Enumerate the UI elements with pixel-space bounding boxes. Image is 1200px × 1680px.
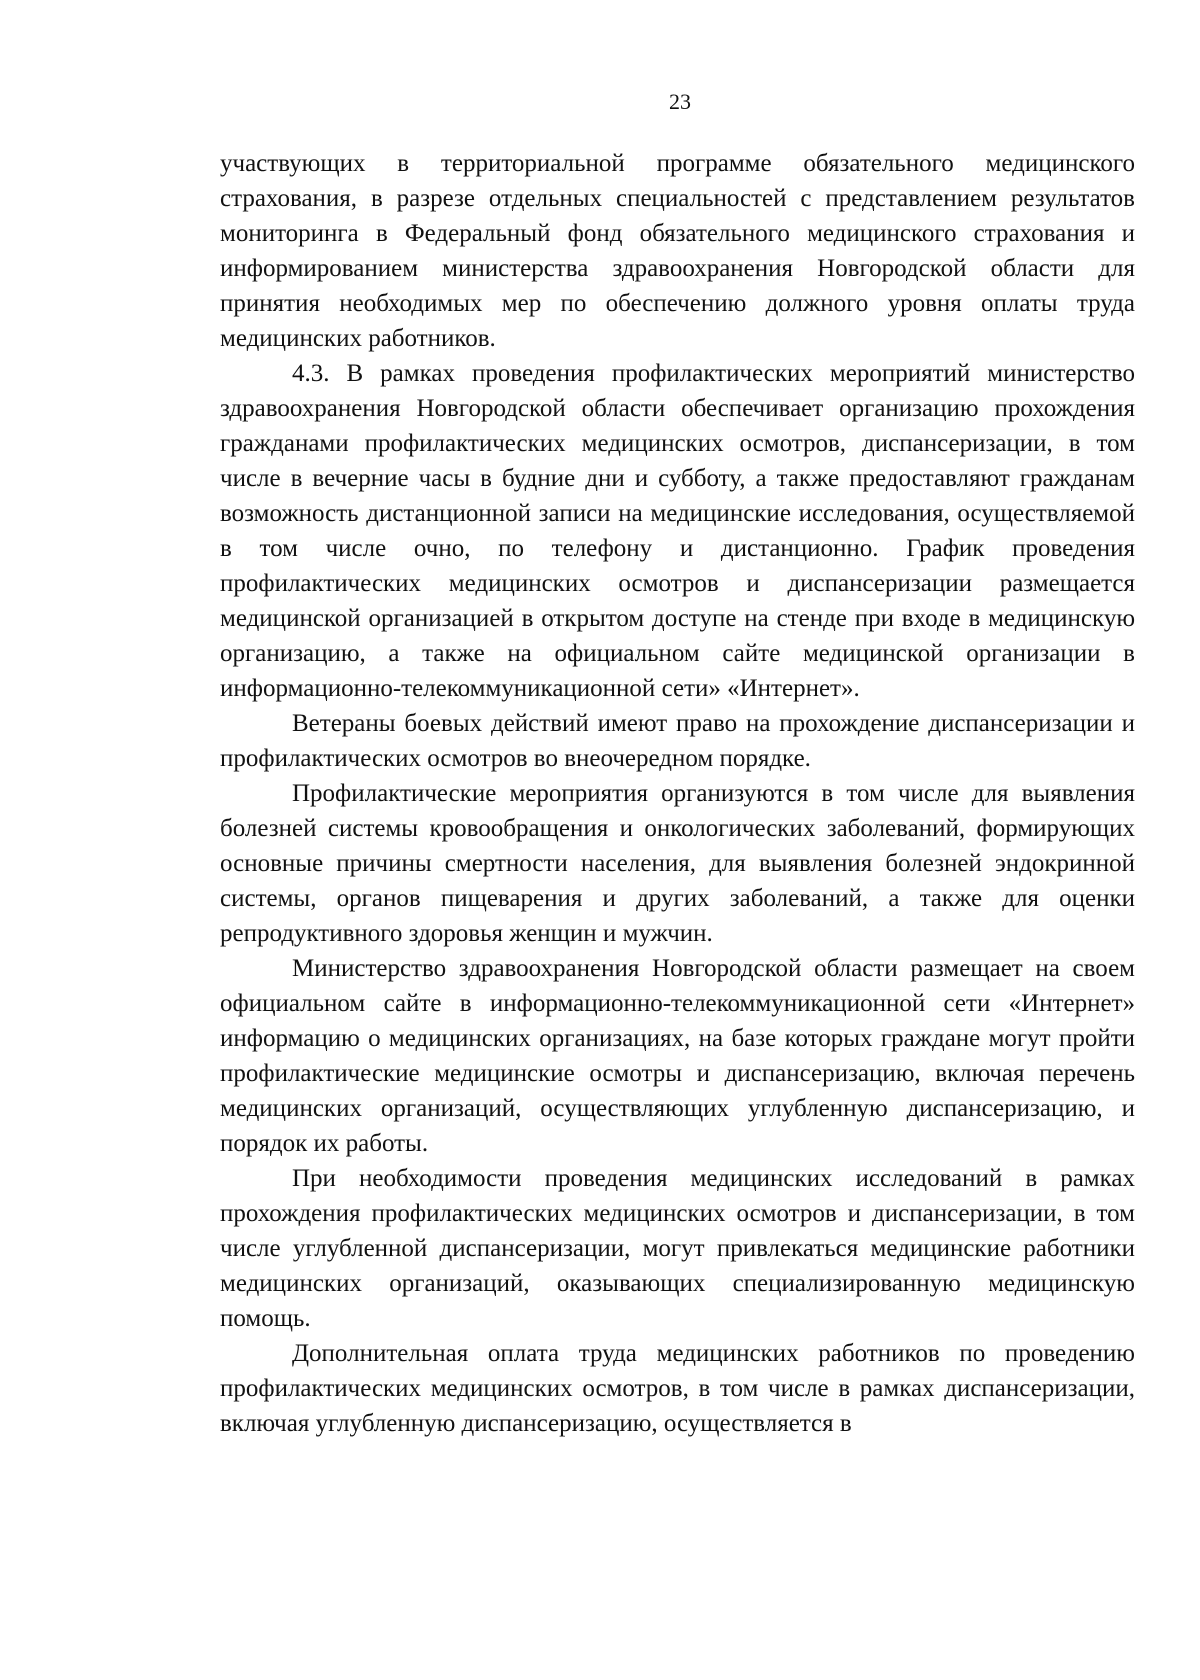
- paragraph-medical-research: При необходимости проведения медицинских исследований в рамках прохождения профилактических медицинских осмотров и диспансеризации, в том числе углубленной диспансеризации, могут привлекаться медицинские работники медицинских организаций, оказывающих специализированную медицинскую помощь.: [220, 1165, 1135, 1332]
- paragraph-additional-payment: Дополнительная оплата труда медицинских работников по проведению профилактических медицинских осмотров, в том числе в рамках диспансеризации, включая углубленную диспансеризацию, осуществляется в: [220, 1340, 1135, 1437]
- paragraph-continuation: участвующих в территориальной программе обязательного медицинского страхования, в разрезе отдельных специальностей с представлением результатов мониторинга в Федеральный фонд обязательного медицинского страхования и информированием министерства здравоохранения Новгородской области для принятия необходимых мер по обеспечению должного уровня оплаты труда медицинских работников.: [220, 150, 1135, 352]
- paragraph-veterans: Ветераны боевых действий имеют право на прохождение диспансеризации и профилактических осмотров во внеочередном порядке.: [220, 710, 1135, 772]
- document-body: [220, 146, 1135, 1441]
- page-number: 23: [669, 89, 691, 114]
- paragraph-section-4-3: 4.3. В рамках проведения профилактических мероприятий министерство здравоохранения Новгородской области обеспечивает организацию прохождения гражданами профилактических медицинских осмотров, диспансеризации, в том числе в вечерние часы в будние дни и субботу, а также предоставляют гражданам возможность дистанционной записи на медицинские исследования, осуществляемой в том числе очно, по телефону и дистанционно. График проведения профилактических медицинских осмотров и диспансеризации размещается медицинской организацией в открытом доступе на стенде при входе в медицинскую организацию, а также на официальном сайте медицинской организации в информационно-телекоммуникационной сети» «Интернет».: [220, 360, 1135, 702]
- paragraph-preventive-measures: Профилактические мероприятия организуются в том числе для выявления болезней системы кровообращения и онкологических заболеваний, формирующих основные причины смертности населения, для выявления болезней эндокринной системы, органов пищеварения и других заболеваний, а также для оценки репродуктивного здоровья женщин и мужчин.: [220, 780, 1135, 947]
- paragraph-ministry-website: Министерство здравоохранения Новгородской области размещает на своем официальном сайте в информационно-телекоммуникационной сети «Интернет» информацию о медицинских организациях, на базе которых граждане могут пройти профилактические медицинские осмотры и диспансеризацию, включая перечень медицинских организаций, осуществляющих углубленную диспансеризацию, и порядок их работы.: [220, 955, 1135, 1157]
